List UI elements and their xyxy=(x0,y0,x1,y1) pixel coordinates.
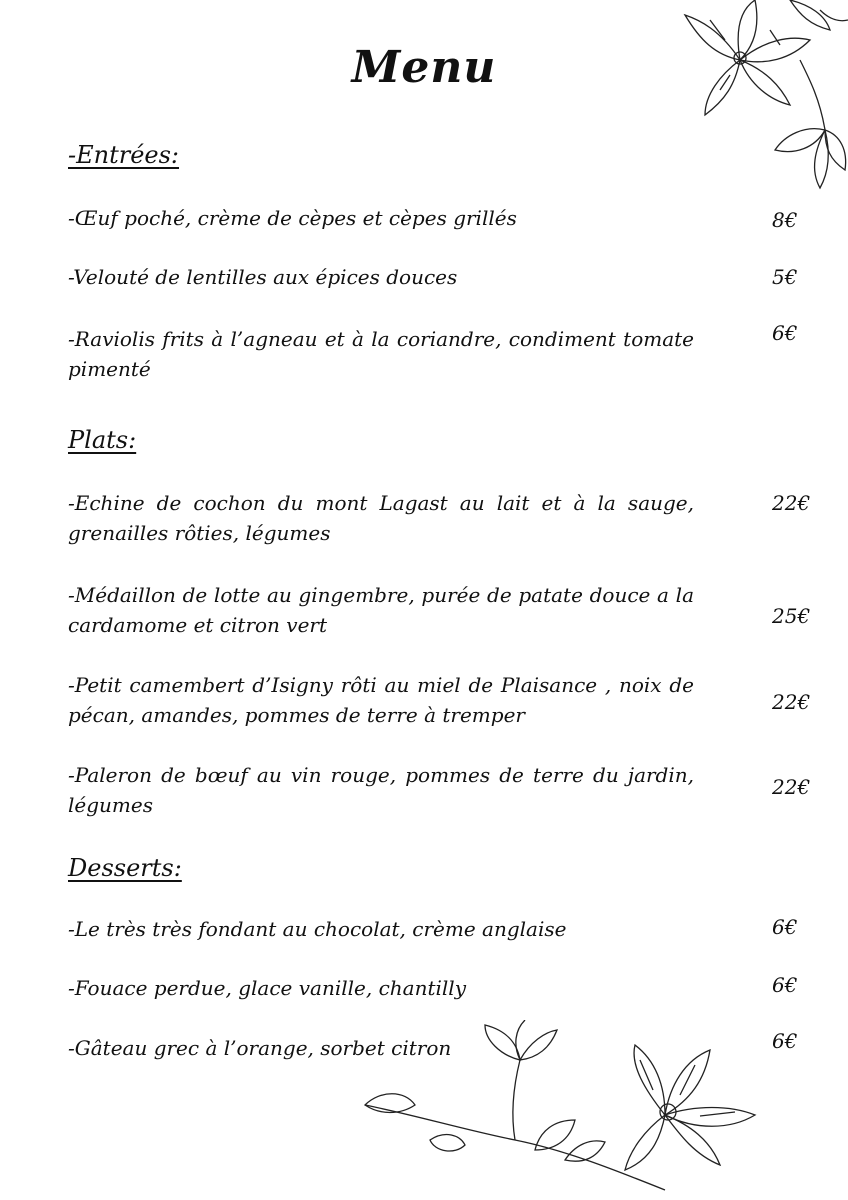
menu-item: -Gâteau grec à l’orange, sorbet citron xyxy=(68,1036,452,1060)
menu-item: -Velouté de lentilles aux épices douces xyxy=(68,265,458,289)
menu-item-price: 8€ xyxy=(772,208,798,232)
menu-item: -Raviolis frits à l’agneau et à la coriandre, condiment tomate pimenté xyxy=(68,327,694,381)
section-heading-plats: Plats: xyxy=(68,426,137,454)
menu-item: -Echine de cochon du mont Lagast au lait et à la sauge, grenailles rôties, légumes xyxy=(68,491,694,545)
menu-item: -Œuf poché, crème de cèpes et cèpes grillés xyxy=(68,206,517,230)
magnolia-illustration-icon xyxy=(680,0,848,190)
menu-item: -Médaillon de lotte au gingembre, purée de patate douce a la cardamome et citron vert xyxy=(68,583,694,637)
menu-item-price: 22€ xyxy=(772,775,811,799)
menu-item-price: 6€ xyxy=(772,1029,798,1053)
menu-item-price: 6€ xyxy=(772,915,798,939)
section-heading-desserts: Desserts: xyxy=(68,854,182,882)
menu-item-price: 25€ xyxy=(772,604,811,628)
menu-item-price: 5€ xyxy=(772,265,798,289)
menu-item-price: 22€ xyxy=(772,690,811,714)
menu-item-price: 6€ xyxy=(772,973,798,997)
menu-item: -Paleron de bœuf au vin rouge, pommes de terre du jardin, légumes xyxy=(68,763,694,817)
menu-item: -Le très très fondant au chocolat, crème anglaise xyxy=(68,917,567,941)
section-heading-entrees: -Entrées: xyxy=(68,141,180,169)
menu-item: -Petit camembert d’Isigny rôti au miel de Plaisance , noix de pécan, amandes, pommes de terre à tremper xyxy=(68,673,694,727)
menu-item: -Fouace perdue, glace vanille, chantilly xyxy=(68,976,466,1000)
menu-item-price: 6€ xyxy=(772,321,798,345)
page-title: Menu xyxy=(351,42,497,93)
menu-item-price: 22€ xyxy=(772,491,811,515)
